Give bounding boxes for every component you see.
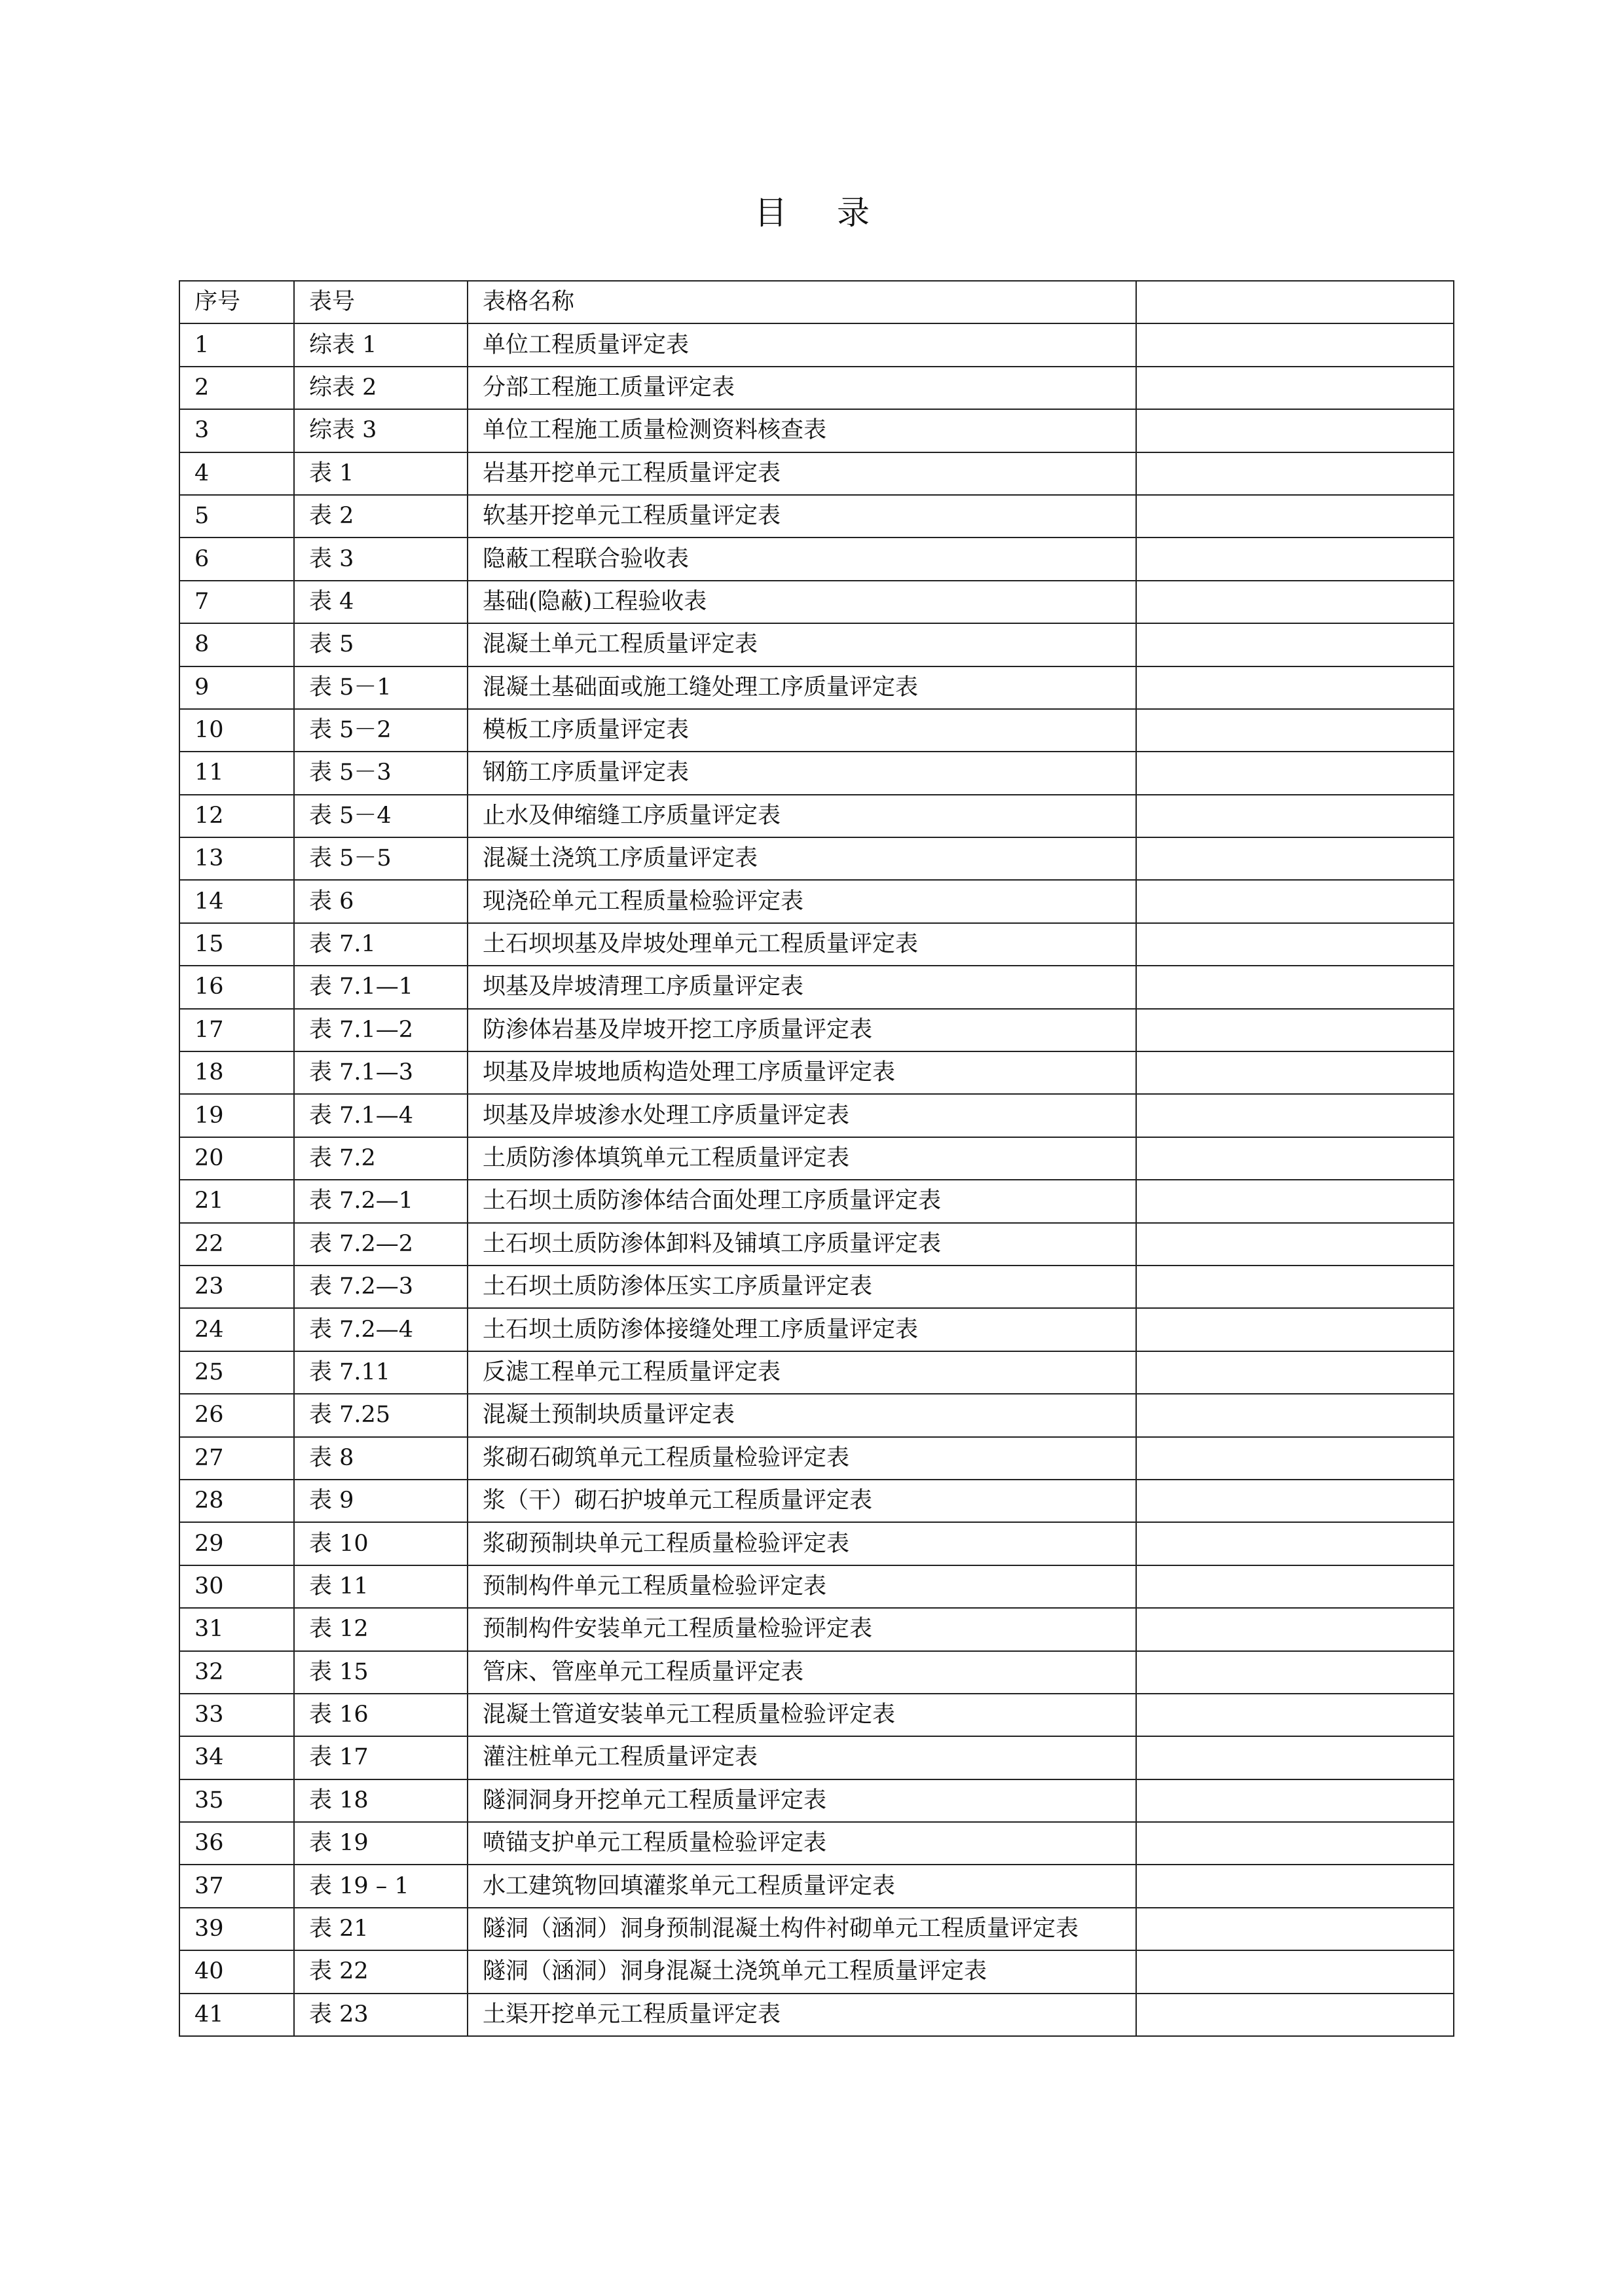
row-name: 混凝土单元工程质量评定表 xyxy=(468,623,1136,666)
row-name: 土质防渗体填筑单元工程质量评定表 xyxy=(468,1137,1136,1180)
table-row xyxy=(179,367,1454,409)
row-extra xyxy=(1136,452,1454,495)
header-name: 表格名称 xyxy=(468,281,1136,323)
row-code: 表 7.2 xyxy=(294,1137,468,1180)
table-row xyxy=(179,709,1454,752)
row-no: 10 xyxy=(179,709,294,752)
row-extra xyxy=(1136,323,1454,366)
row-no: 29 xyxy=(179,1522,294,1565)
row-code: 表 5－3 xyxy=(294,752,468,794)
table-row xyxy=(179,581,1454,623)
row-no: 16 xyxy=(179,966,294,1008)
row-no: 34 xyxy=(179,1736,294,1779)
table-row xyxy=(179,409,1454,452)
row-name: 反滤工程单元工程质量评定表 xyxy=(468,1351,1136,1394)
row-name: 浆砌石砌筑单元工程质量检验评定表 xyxy=(468,1437,1136,1480)
row-no: 3 xyxy=(179,409,294,452)
row-code: 表 23 xyxy=(294,1994,468,2036)
row-name: 混凝土预制块质量评定表 xyxy=(468,1394,1136,1436)
row-name: 土渠开挖单元工程质量评定表 xyxy=(468,1994,1136,2036)
row-name: 混凝土管道安装单元工程质量检验评定表 xyxy=(468,1694,1136,1736)
row-code: 表 15 xyxy=(294,1651,468,1694)
row-extra xyxy=(1136,1009,1454,1051)
row-extra xyxy=(1136,538,1454,580)
row-code: 表 7.1—3 xyxy=(294,1051,468,1094)
row-code: 表 7.2—2 xyxy=(294,1223,468,1266)
row-name: 基础(隐蔽)工程验收表 xyxy=(468,581,1136,623)
table-header-row xyxy=(179,281,1454,323)
row-no: 19 xyxy=(179,1094,294,1137)
row-extra xyxy=(1136,966,1454,1008)
row-code: 表 7.2—3 xyxy=(294,1266,468,1308)
row-code: 表 16 xyxy=(294,1694,468,1736)
row-name: 灌注桩单元工程质量评定表 xyxy=(468,1736,1136,1779)
row-name: 土石坝土质防渗体卸料及铺填工序质量评定表 xyxy=(468,1223,1136,1266)
table-row xyxy=(179,666,1454,709)
row-code: 表 22 xyxy=(294,1950,468,1993)
row-no: 7 xyxy=(179,581,294,623)
table-row xyxy=(179,1051,1454,1094)
row-extra xyxy=(1136,1565,1454,1608)
row-extra xyxy=(1136,752,1454,794)
row-no: 40 xyxy=(179,1950,294,1993)
row-extra xyxy=(1136,1180,1454,1222)
row-extra xyxy=(1136,1779,1454,1822)
row-code: 表 7.2—4 xyxy=(294,1308,468,1351)
row-code: 综表 2 xyxy=(294,367,468,409)
header-no: 序号 xyxy=(179,281,294,323)
row-code: 表 5－4 xyxy=(294,795,468,837)
table-row xyxy=(179,1779,1454,1822)
row-extra xyxy=(1136,367,1454,409)
row-name: 土石坝坝基及岸坡处理单元工程质量评定表 xyxy=(468,923,1136,966)
row-no: 30 xyxy=(179,1565,294,1608)
row-no: 6 xyxy=(179,538,294,580)
table-row xyxy=(179,837,1454,880)
row-name: 钢筋工序质量评定表 xyxy=(468,752,1136,794)
row-extra xyxy=(1136,709,1454,752)
row-extra xyxy=(1136,1950,1454,1993)
row-name: 隧洞洞身开挖单元工程质量评定表 xyxy=(468,1779,1136,1822)
row-name: 现浇砼单元工程质量检验评定表 xyxy=(468,880,1136,922)
row-code: 表 19 xyxy=(294,1822,468,1865)
table-row xyxy=(179,1608,1454,1650)
table-row xyxy=(179,880,1454,922)
row-code: 表 11 xyxy=(294,1565,468,1608)
row-name: 分部工程施工质量评定表 xyxy=(468,367,1136,409)
row-code: 表 3 xyxy=(294,538,468,580)
row-no: 41 xyxy=(179,1994,294,2036)
row-name: 管床、管座单元工程质量评定表 xyxy=(468,1651,1136,1694)
row-extra xyxy=(1136,1480,1454,1522)
row-name: 隐蔽工程联合验收表 xyxy=(468,538,1136,580)
row-extra xyxy=(1136,1608,1454,1650)
row-name: 预制构件单元工程质量检验评定表 xyxy=(468,1565,1136,1608)
row-extra xyxy=(1136,1266,1454,1308)
row-code: 表 9 xyxy=(294,1480,468,1522)
row-no: 36 xyxy=(179,1822,294,1865)
row-extra xyxy=(1136,1308,1454,1351)
row-extra xyxy=(1136,1694,1454,1736)
row-name: 隧洞（涵洞）洞身混凝土浇筑单元工程质量评定表 xyxy=(468,1950,1136,1993)
row-code: 表 2 xyxy=(294,495,468,538)
row-no: 17 xyxy=(179,1009,294,1051)
row-name: 岩基开挖单元工程质量评定表 xyxy=(468,452,1136,495)
row-no: 25 xyxy=(179,1351,294,1394)
row-no: 14 xyxy=(179,880,294,922)
table-row xyxy=(179,1651,1454,1694)
row-code: 表 18 xyxy=(294,1779,468,1822)
table-row xyxy=(179,795,1454,837)
row-extra xyxy=(1136,1223,1454,1266)
row-no: 8 xyxy=(179,623,294,666)
row-name: 土石坝土质防渗体接缝处理工序质量评定表 xyxy=(468,1308,1136,1351)
row-extra xyxy=(1136,923,1454,966)
row-code: 表 7.1 xyxy=(294,923,468,966)
table-row xyxy=(179,623,1454,666)
row-no: 24 xyxy=(179,1308,294,1351)
row-extra xyxy=(1136,1822,1454,1865)
row-code: 表 7.1—1 xyxy=(294,966,468,1008)
row-extra xyxy=(1136,495,1454,538)
page-title: 目 录 xyxy=(754,194,889,232)
row-no: 21 xyxy=(179,1180,294,1222)
row-code: 表 7.2—1 xyxy=(294,1180,468,1222)
row-code: 表 5－2 xyxy=(294,709,468,752)
row-extra xyxy=(1136,1437,1454,1480)
row-extra xyxy=(1136,1094,1454,1137)
row-name: 防渗体岩基及岸坡开挖工序质量评定表 xyxy=(468,1009,1136,1051)
row-code: 表 4 xyxy=(294,581,468,623)
row-extra xyxy=(1136,1051,1454,1094)
row-extra xyxy=(1136,1908,1454,1950)
table-row xyxy=(179,323,1454,366)
row-no: 4 xyxy=(179,452,294,495)
row-code: 表 5－5 xyxy=(294,837,468,880)
row-no: 31 xyxy=(179,1608,294,1650)
row-name: 单位工程施工质量检测资料核查表 xyxy=(468,409,1136,452)
row-code: 表 5－1 xyxy=(294,666,468,709)
row-code: 表 19 – 1 xyxy=(294,1865,468,1907)
row-no: 15 xyxy=(179,923,294,966)
row-name: 混凝土基础面或施工缝处理工序质量评定表 xyxy=(468,666,1136,709)
row-name: 土石坝土质防渗体结合面处理工序质量评定表 xyxy=(468,1180,1136,1222)
row-extra xyxy=(1136,409,1454,452)
table-row xyxy=(179,1565,1454,1608)
row-no: 37 xyxy=(179,1865,294,1907)
row-extra xyxy=(1136,1994,1454,2036)
row-name: 混凝土浇筑工序质量评定表 xyxy=(468,837,1136,880)
row-no: 22 xyxy=(179,1223,294,1266)
row-extra xyxy=(1136,1394,1454,1436)
table-row xyxy=(179,1308,1454,1351)
row-no: 5 xyxy=(179,495,294,538)
table-row xyxy=(179,1351,1454,1394)
row-extra xyxy=(1136,1865,1454,1907)
header-extra xyxy=(1136,281,1454,323)
row-no: 26 xyxy=(179,1394,294,1436)
row-no: 18 xyxy=(179,1051,294,1094)
table-row xyxy=(179,752,1454,794)
row-code: 表 7.1—2 xyxy=(294,1009,468,1051)
row-extra xyxy=(1136,837,1454,880)
table-row xyxy=(179,1094,1454,1137)
row-no: 32 xyxy=(179,1651,294,1694)
row-code: 表 8 xyxy=(294,1437,468,1480)
row-name: 软基开挖单元工程质量评定表 xyxy=(468,495,1136,538)
row-name: 坝基及岸坡渗水处理工序质量评定表 xyxy=(468,1094,1136,1137)
table-row xyxy=(179,1522,1454,1565)
row-extra xyxy=(1136,623,1454,666)
row-name: 止水及伸缩缝工序质量评定表 xyxy=(468,795,1136,837)
row-name: 浆（干）砌石护坡单元工程质量评定表 xyxy=(468,1480,1136,1522)
toc-table xyxy=(179,280,1454,2037)
row-name: 喷锚支护单元工程质量检验评定表 xyxy=(468,1822,1136,1865)
row-no: 28 xyxy=(179,1480,294,1522)
table-row xyxy=(179,1822,1454,1865)
table-row xyxy=(179,1480,1454,1522)
row-no: 23 xyxy=(179,1266,294,1308)
table-row xyxy=(179,1736,1454,1779)
row-no: 33 xyxy=(179,1694,294,1736)
row-name: 预制构件安装单元工程质量检验评定表 xyxy=(468,1608,1136,1650)
row-name: 土石坝土质防渗体压实工序质量评定表 xyxy=(468,1266,1136,1308)
table-row xyxy=(179,1223,1454,1266)
row-code: 表 7.1—4 xyxy=(294,1094,468,1137)
row-code: 表 10 xyxy=(294,1522,468,1565)
row-code: 表 7.11 xyxy=(294,1351,468,1394)
row-extra xyxy=(1136,1137,1454,1180)
row-name: 单位工程质量评定表 xyxy=(468,323,1136,366)
row-code: 表 12 xyxy=(294,1608,468,1650)
row-no: 13 xyxy=(179,837,294,880)
table-row xyxy=(179,1950,1454,1993)
row-extra xyxy=(1136,581,1454,623)
table-row xyxy=(179,452,1454,495)
row-no: 12 xyxy=(179,795,294,837)
table-row xyxy=(179,1266,1454,1308)
table-row xyxy=(179,1009,1454,1051)
row-code: 综表 3 xyxy=(294,409,468,452)
table-row xyxy=(179,1994,1454,2036)
table-row xyxy=(179,1437,1454,1480)
row-code: 表 1 xyxy=(294,452,468,495)
row-extra xyxy=(1136,1522,1454,1565)
row-code: 表 7.25 xyxy=(294,1394,468,1436)
row-no: 11 xyxy=(179,752,294,794)
row-extra xyxy=(1136,1351,1454,1394)
row-code: 表 17 xyxy=(294,1736,468,1779)
row-extra xyxy=(1136,1736,1454,1779)
row-extra xyxy=(1136,880,1454,922)
table-row xyxy=(179,1908,1454,1950)
table-row xyxy=(179,538,1454,580)
row-extra xyxy=(1136,666,1454,709)
row-code: 表 21 xyxy=(294,1908,468,1950)
row-extra xyxy=(1136,795,1454,837)
row-no: 20 xyxy=(179,1137,294,1180)
header-code: 表号 xyxy=(294,281,468,323)
table-row xyxy=(179,1394,1454,1436)
row-code: 表 5 xyxy=(294,623,468,666)
row-no: 1 xyxy=(179,323,294,366)
table-row xyxy=(179,1180,1454,1222)
row-code: 表 6 xyxy=(294,880,468,922)
row-name: 浆砌预制块单元工程质量检验评定表 xyxy=(468,1522,1136,1565)
row-no: 27 xyxy=(179,1437,294,1480)
table-row xyxy=(179,1865,1454,1907)
table-row xyxy=(179,966,1454,1008)
row-no: 2 xyxy=(179,367,294,409)
row-no: 9 xyxy=(179,666,294,709)
row-code: 综表 1 xyxy=(294,323,468,366)
row-name: 坝基及岸坡清理工序质量评定表 xyxy=(468,966,1136,1008)
row-name: 水工建筑物回填灌浆单元工程质量评定表 xyxy=(468,1865,1136,1907)
table-row xyxy=(179,1137,1454,1180)
row-no: 39 xyxy=(179,1908,294,1950)
row-extra xyxy=(1136,1651,1454,1694)
row-name: 隧洞（涵洞）洞身预制混凝土构件衬砌单元工程质量评定表 xyxy=(468,1908,1136,1950)
table-row xyxy=(179,495,1454,538)
toc-body xyxy=(179,281,1454,2036)
row-name: 模板工序质量评定表 xyxy=(468,709,1136,752)
row-no: 35 xyxy=(179,1779,294,1822)
row-name: 坝基及岸坡地质构造处理工序质量评定表 xyxy=(468,1051,1136,1094)
table-row xyxy=(179,1694,1454,1736)
table-row xyxy=(179,923,1454,966)
